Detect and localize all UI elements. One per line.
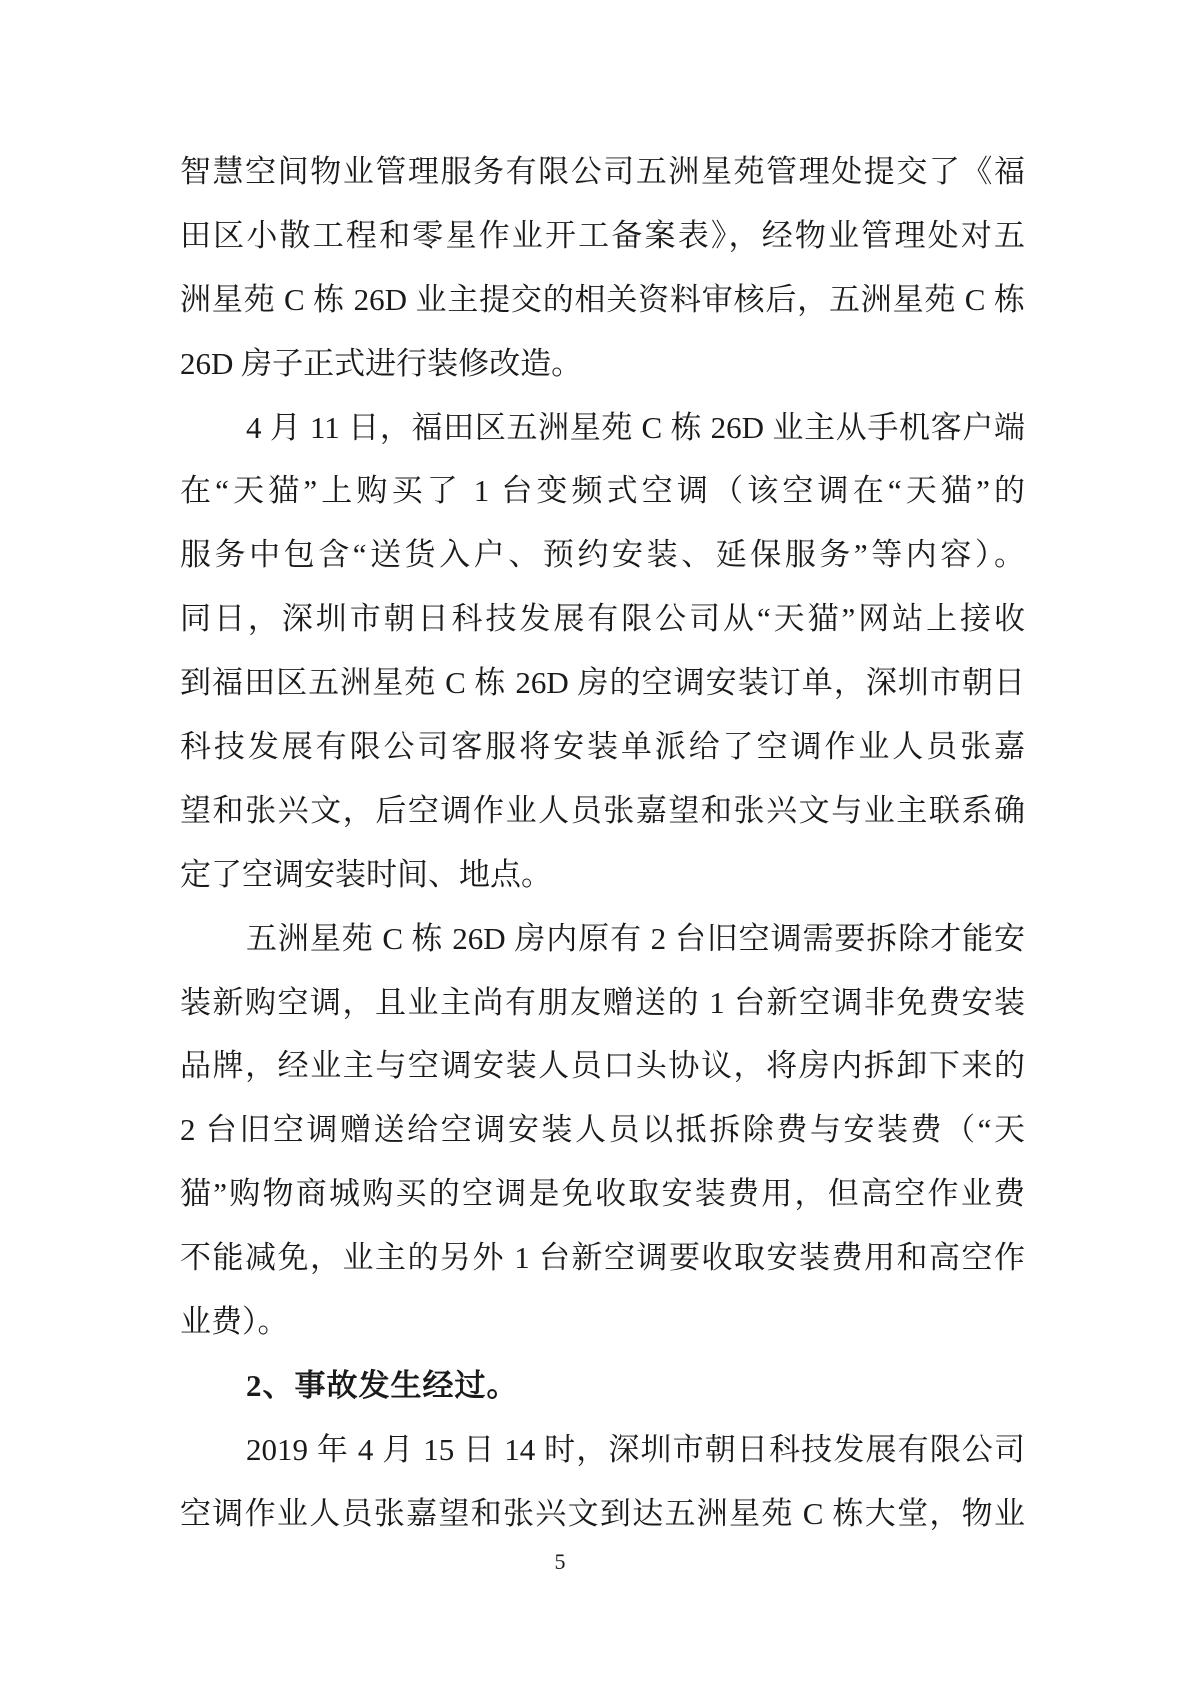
text-line: 装新购空调，且业主尚有朋友赠送的 1 台新空调非免费安装 [180,984,1025,1020]
page-number: 5 [554,1549,566,1574]
text-line: 2 台旧空调赠送给空调安装人员以抵拆除费与安装费（“天 [180,1112,1025,1148]
document-body [180,140,1025,1546]
text-line: 五洲星苑 C 栋 26D 房内原有 2 台旧空调需要拆除才能安 [246,920,1025,956]
text-line: 望和张兴文，后空调作业人员张嘉望和张兴文与业主联系确 [180,792,1025,828]
text-line: 2019 年 4 月 15 日 14 时，深圳市朝日科技发展有限公司 [246,1431,1025,1467]
text-line: 同日，深圳市朝日科技发展有限公司从“天猫”网站上接收 [180,601,1025,637]
text-line: 猫”购物商城购买的空调是免收取安装费用，但高空作业费 [180,1176,1025,1212]
text-line: 在“天猫”上购买了 1 台变频式空调（该空调在“天猫”的 [180,473,1025,509]
text-line: 智慧空间物业管理服务有限公司五洲星苑管理处提交了《福 [180,154,1025,189]
text-line: 业费）。 [180,1304,289,1340]
text-line: 定了空调安装时间、地点。 [180,856,552,892]
text-line: 空调作业人员张嘉望和张兴文到达五洲星苑 C 栋大堂，物业 [180,1495,1025,1531]
text-line: 26D 房子正式进行装修改造。 [180,345,583,381]
text-line: 不能减免，业主的另外 1 台新空调要收取安装费用和高空作 [180,1240,1025,1276]
text-line: 服务中包含“送货入户、预约安装、延保服务”等内容）。 [180,537,1025,573]
text-line: 到福田区五洲星苑 C 栋 26D 房的空调安装订单，深圳市朝日 [180,665,1025,701]
text-line: 品牌，经业主与空调安装人员口头协议，将房内拆卸下来的 [180,1048,1025,1084]
text-line: 洲星苑 C 栋 26D 业主提交的相关资料审核后，五洲星苑 C 栋 [180,281,1025,317]
text-line: 4 月 11 日，福田区五洲星苑 C 栋 26D 业主从手机客户端 [246,409,1025,445]
section-heading: 2、事故发生经过。 [246,1367,519,1403]
text-line: 科技发展有限公司客服将安装单派给了空调作业人员张嘉 [180,729,1025,765]
text-line: 田区小散工程和零星作业开工备案表》，经物业管理处对五 [180,217,1025,253]
